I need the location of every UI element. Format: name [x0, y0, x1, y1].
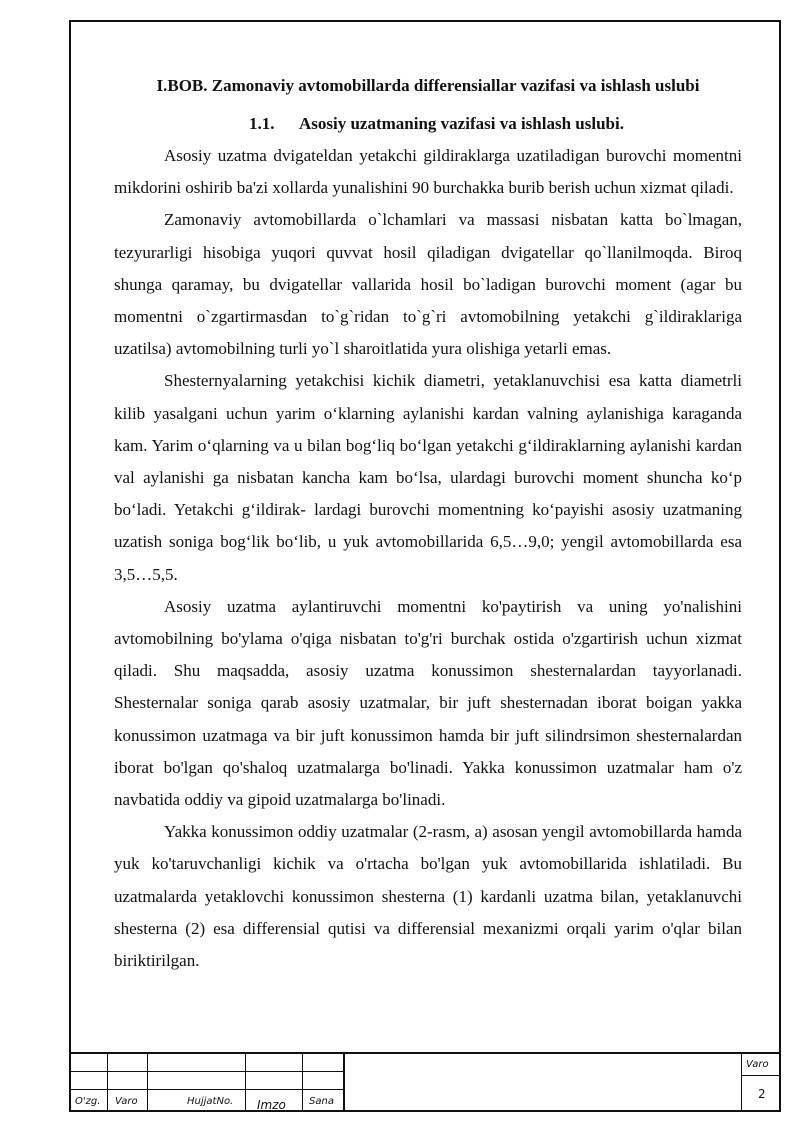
document-body: [114, 74, 742, 977]
title-block-stamp: [69, 1052, 781, 1112]
paragraph-4: Asosiy uzatma aylantiruvchi momentni ko'paytirish va uning yo'nalishini avtomobilning bo'ylama o'qiga nisbatan to'g'ri burchak ostida o'zgartirish uchun xizmat qiladi. Shu maqsadda, asosiy uzatma konussimon shesternalardan tayyorlanadi. Shesternalar soniga qarab asosiy uzatmalar, bir juft shesternadan iborat boigan yakka konussimon uzatmaga va bir juft konussimon hamda bir juft silindrsimon shesternalardan iborat bo'lgan qo'shaloq uzatmalarga bo'linadi. Yakka konussimon uzatmalar ham o'z navbatida oddiy va gipoid uzatmalarga bo'linadi.: [114, 596, 742, 810]
paragraph-1: Asosiy uzatma dvigateldan yetakchi gildiraklarga uzatiladigan burovchi momentni mikdorini oshirib ba'zi xollarda yunalishini 90 burchakka burib berish uchun xizmat qiladi.: [114, 146, 742, 198]
stamp-col-signature: Imzo: [257, 1098, 286, 1112]
stamp-col-sheet: Varo: [115, 1096, 138, 1107]
paragraph-5: Yakka konussimon oddiy uzatmalar (2-rasm, a) asosan yengil avtomobillarda hamda yuk ko'taruvchanligi kichik va o'rtacha bo'lgan yuk avtomobillarida ishlatiladi. Bu uzatmalarda yetaklovchi konussimon shesterna (1) kardanli uzatma bilan, yetaklanuvchi shesterna (2) esa differensial qutisi va differensial mexanizmi orqali yarim o'qlar bilan biriktirilgan.: [114, 822, 742, 971]
stamp-col-document: HujjatNo.: [187, 1096, 234, 1107]
section-heading: [114, 112, 742, 136]
page-number: 2: [758, 1087, 766, 1101]
stamp-col-date: Sana: [309, 1096, 334, 1107]
chapter-title: I.BOB. Zamonaviy avtomobillarda differensiallar vazifasi va ishlash uslubi: [156, 76, 700, 95]
stamp-col-changes: O'zg.: [75, 1096, 101, 1107]
paragraph-2: Zamonaviy avtomobillarda o`lchamlari va massasi nisbatan katta bo`lmagan, tezyurarligi hisobiga yuqori quvvat hosil qiladigan dvigatellar qo`llanilmoqda. Biroq shunga qaramay, bu dvigatellar vallarida hosil bo`ladigan burovchi moment (agar bu momentni o`zgartirmasdan to`g`ridan to`g`ri avtomobilning yetakchi g`ildiraklariga uzatilsa) avtomobilning turli yo`l sharoitlatida yura olishiga yetarli emas.: [114, 210, 742, 359]
section-title: Asosiy uzatmaning vazifasi va ishlash uslubi.: [299, 114, 624, 133]
paragraph-3: Shesternyalarning yetakchisi kichik diametri, yetaklanuvchisi esa katta diametrli kilib yasalgani uchun yarim o‘klarning aylanishi kardan valning aylanishiga karaganda kam. Yarim o‘qlarning va u bilan bog‘liq bo‘lgan yetakchi g‘ildiraklarning aylanishi kardan val aylanishi ga nisbatan kancha kam bo‘lsa, ulardagi burovchi moment shuncha ko‘p bo‘ladi. Yetakchi g‘ildirak- lardagi burovchi momentning ko‘payishi asosiy uzatmaning uzatish soniga bog‘lik bo‘lib, u yuk avtomobillarida 6,5…9,0; yengil avtomobillarda esa 3,5…5,5.: [114, 371, 742, 584]
stamp-sheet-label: Varo: [746, 1059, 769, 1070]
section-number: 1.1.: [249, 114, 275, 133]
